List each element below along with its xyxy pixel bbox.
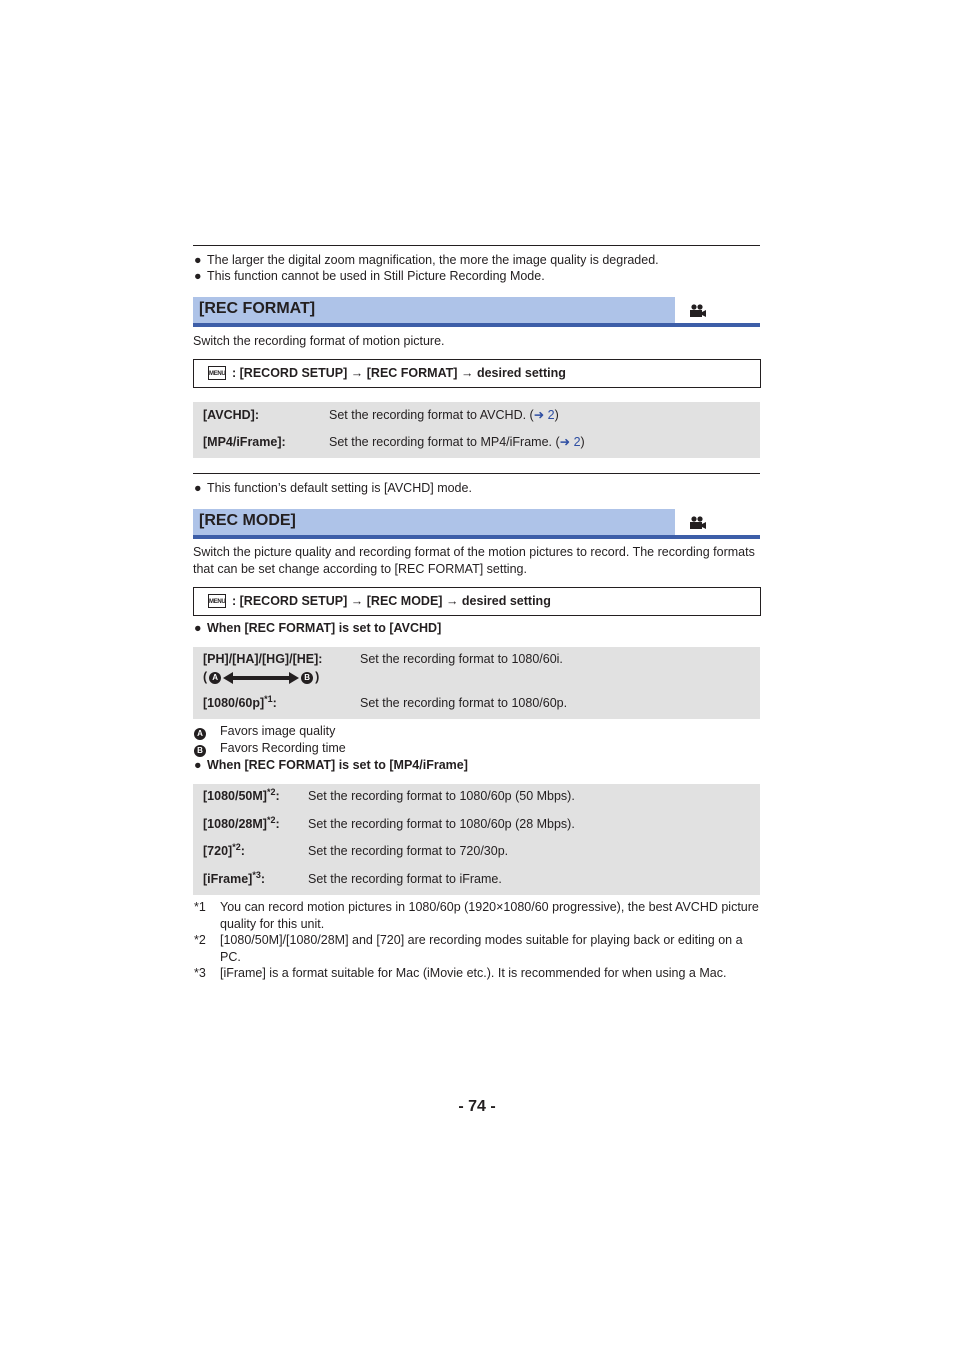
option-description: Set the recording format to 720/30p. xyxy=(308,844,509,858)
colon: : xyxy=(275,789,280,803)
paren: ( xyxy=(203,670,208,684)
colon: : xyxy=(275,817,280,831)
note-bullet: ● This function cannot be used in Still Picture Recording Mode. xyxy=(194,269,545,283)
paren: ) xyxy=(580,435,585,449)
colon: : xyxy=(240,844,245,858)
movie-camera-icon xyxy=(689,516,707,530)
menu-path-box xyxy=(193,587,761,616)
option-label: [AVCHD]: xyxy=(203,408,260,422)
movie-camera-icon xyxy=(689,304,707,318)
subheading-mp4: ● When [REC FORMAT] is set to [MP4/iFrame] xyxy=(194,758,468,772)
option-description: Set the recording format to 1080/60i. xyxy=(360,652,563,666)
menu-path xyxy=(232,366,566,380)
footnote-ref: *2 xyxy=(266,786,276,797)
option-text: Set the recording format to AVCHD. ( xyxy=(329,408,534,422)
note-bullet: ● This function’s default setting is [AVCHD] mode. xyxy=(194,481,472,495)
footnote-ref: *2 xyxy=(266,814,276,825)
section-divider xyxy=(193,473,760,474)
footnote xyxy=(194,965,764,982)
footnote-mark: *1 xyxy=(194,900,206,914)
footnote-ref: *2 xyxy=(232,841,241,852)
note-bullet: ● The larger the digital zoom magnification, the more the image quality is degraded. xyxy=(194,253,659,267)
menu-path-step: : [RECORD SETUP] xyxy=(232,366,348,380)
menu-icon: MENU xyxy=(208,366,226,380)
option-description: Set the recording format to 1080/60p (28 Mbps). xyxy=(308,817,575,831)
arrow-right-icon: → xyxy=(350,366,364,380)
option-label-text: [1080/60p] xyxy=(203,696,265,710)
legend-text: Favors Recording time xyxy=(220,741,346,755)
marker-a-icon: A xyxy=(209,672,221,684)
section-description: Switch the picture quality and recording format of the motion pictures to record. The recording formats that can be set change according to [REC FORMAT] setting. xyxy=(193,545,755,576)
legend-text: Favors image quality xyxy=(220,724,336,738)
marker-a-icon: A xyxy=(194,728,206,740)
options-table-mp4 xyxy=(193,784,760,895)
legend-item xyxy=(194,723,336,740)
marker-b-icon: B xyxy=(301,672,313,684)
option-description: Set the recording format to 1080/60p. xyxy=(360,696,568,710)
double-arrow-icon xyxy=(223,672,299,684)
menu-path xyxy=(232,594,551,608)
section-title: [REC MODE] xyxy=(199,512,296,529)
option-label xyxy=(203,788,280,805)
subheading-text: When [REC FORMAT] is set to [AVCHD] xyxy=(207,621,442,635)
quality-scale xyxy=(203,669,319,686)
arrow-right-icon: → xyxy=(460,366,474,380)
page-number: - 74 - xyxy=(458,1098,496,1115)
subheading-avchd: ● When [REC FORMAT] is set to [AVCHD] xyxy=(194,621,442,635)
paren: ) xyxy=(315,670,320,684)
options-table-rec-format xyxy=(193,402,760,458)
section-underline xyxy=(193,535,760,539)
colon: : xyxy=(260,872,266,886)
marker-b-icon: B xyxy=(194,745,206,757)
arrow-right-icon: → xyxy=(445,594,459,608)
option-description: Set the recording format to iFrame. xyxy=(308,872,502,886)
footnote xyxy=(194,932,764,965)
top-divider xyxy=(193,245,760,246)
option-label: [MP4/iFrame]: xyxy=(203,435,286,449)
page-reference-link[interactable]: ➜ 2 xyxy=(559,435,581,449)
footnote-ref: *1 xyxy=(264,693,273,704)
footnote-mark: *2 xyxy=(194,933,206,947)
page-reference-link[interactable]: ➜ 2 xyxy=(533,408,555,422)
menu-path-step: : [RECORD SETUP] xyxy=(232,594,348,608)
option-label-text: [1080/28M] xyxy=(203,817,267,831)
option-label-text: [720] xyxy=(203,844,233,858)
section-header-rec-mode xyxy=(193,509,760,539)
option-label xyxy=(203,871,265,888)
footnote-text: [1080/50M]/[1080/28M] and [720] are recording modes suitable for playing back or editing on a PC. xyxy=(220,933,743,964)
colon: : xyxy=(272,696,277,710)
note-text: This function cannot be used in Still Picture Recording Mode. xyxy=(207,269,545,283)
option-label-text: [iFrame] xyxy=(203,872,253,886)
option-text: Set the recording format to MP4/iFrame. ( xyxy=(329,435,560,449)
note-text: This function’s default setting is [AVCHD] mode. xyxy=(207,481,472,495)
option-label xyxy=(203,695,277,712)
option-description xyxy=(329,407,559,424)
section-header-rec-format xyxy=(193,297,760,327)
subheading-text: When [REC FORMAT] is set to [MP4/iFrame] xyxy=(207,758,468,772)
section-underline xyxy=(193,323,760,327)
legend-item xyxy=(194,740,346,757)
option-label xyxy=(203,816,280,833)
menu-path-step: [REC MODE] xyxy=(366,594,443,608)
footnote-text: You can record motion pictures in 1080/60p (1920×1080/60 progressive), the best AVCHD picture quality for this unit. xyxy=(220,900,759,931)
menu-path-step: desired setting xyxy=(461,594,551,608)
option-description: Set the recording format to 1080/60p (50 Mbps). xyxy=(308,789,575,803)
footnote-text: [iFrame] is a format suitable for Mac (iMovie etc.). It is recommended for when using a Mac. xyxy=(220,966,727,980)
footnote-mark: *3 xyxy=(194,966,206,980)
options-table-avchd xyxy=(193,647,760,719)
option-description xyxy=(329,434,585,451)
menu-icon: MENU xyxy=(208,594,226,608)
option-label: [PH]/[HA]/[HG]/[HE]: xyxy=(203,652,323,666)
section-description: Switch the recording format of motion picture. xyxy=(193,334,445,348)
option-label xyxy=(203,843,245,860)
paren: ) xyxy=(554,408,559,422)
option-label-text: [1080/50M] xyxy=(203,789,267,803)
menu-path-step: desired setting xyxy=(476,366,566,380)
section-title: [REC FORMAT] xyxy=(199,300,316,317)
footnote xyxy=(194,899,764,932)
menu-path-box xyxy=(193,359,761,388)
note-text: The larger the digital zoom magnification, the more the image quality is degraded. xyxy=(207,253,659,267)
arrow-right-icon: → xyxy=(350,594,364,608)
menu-path-step: [REC FORMAT] xyxy=(366,366,458,380)
footnote-ref: *3 xyxy=(252,869,261,880)
